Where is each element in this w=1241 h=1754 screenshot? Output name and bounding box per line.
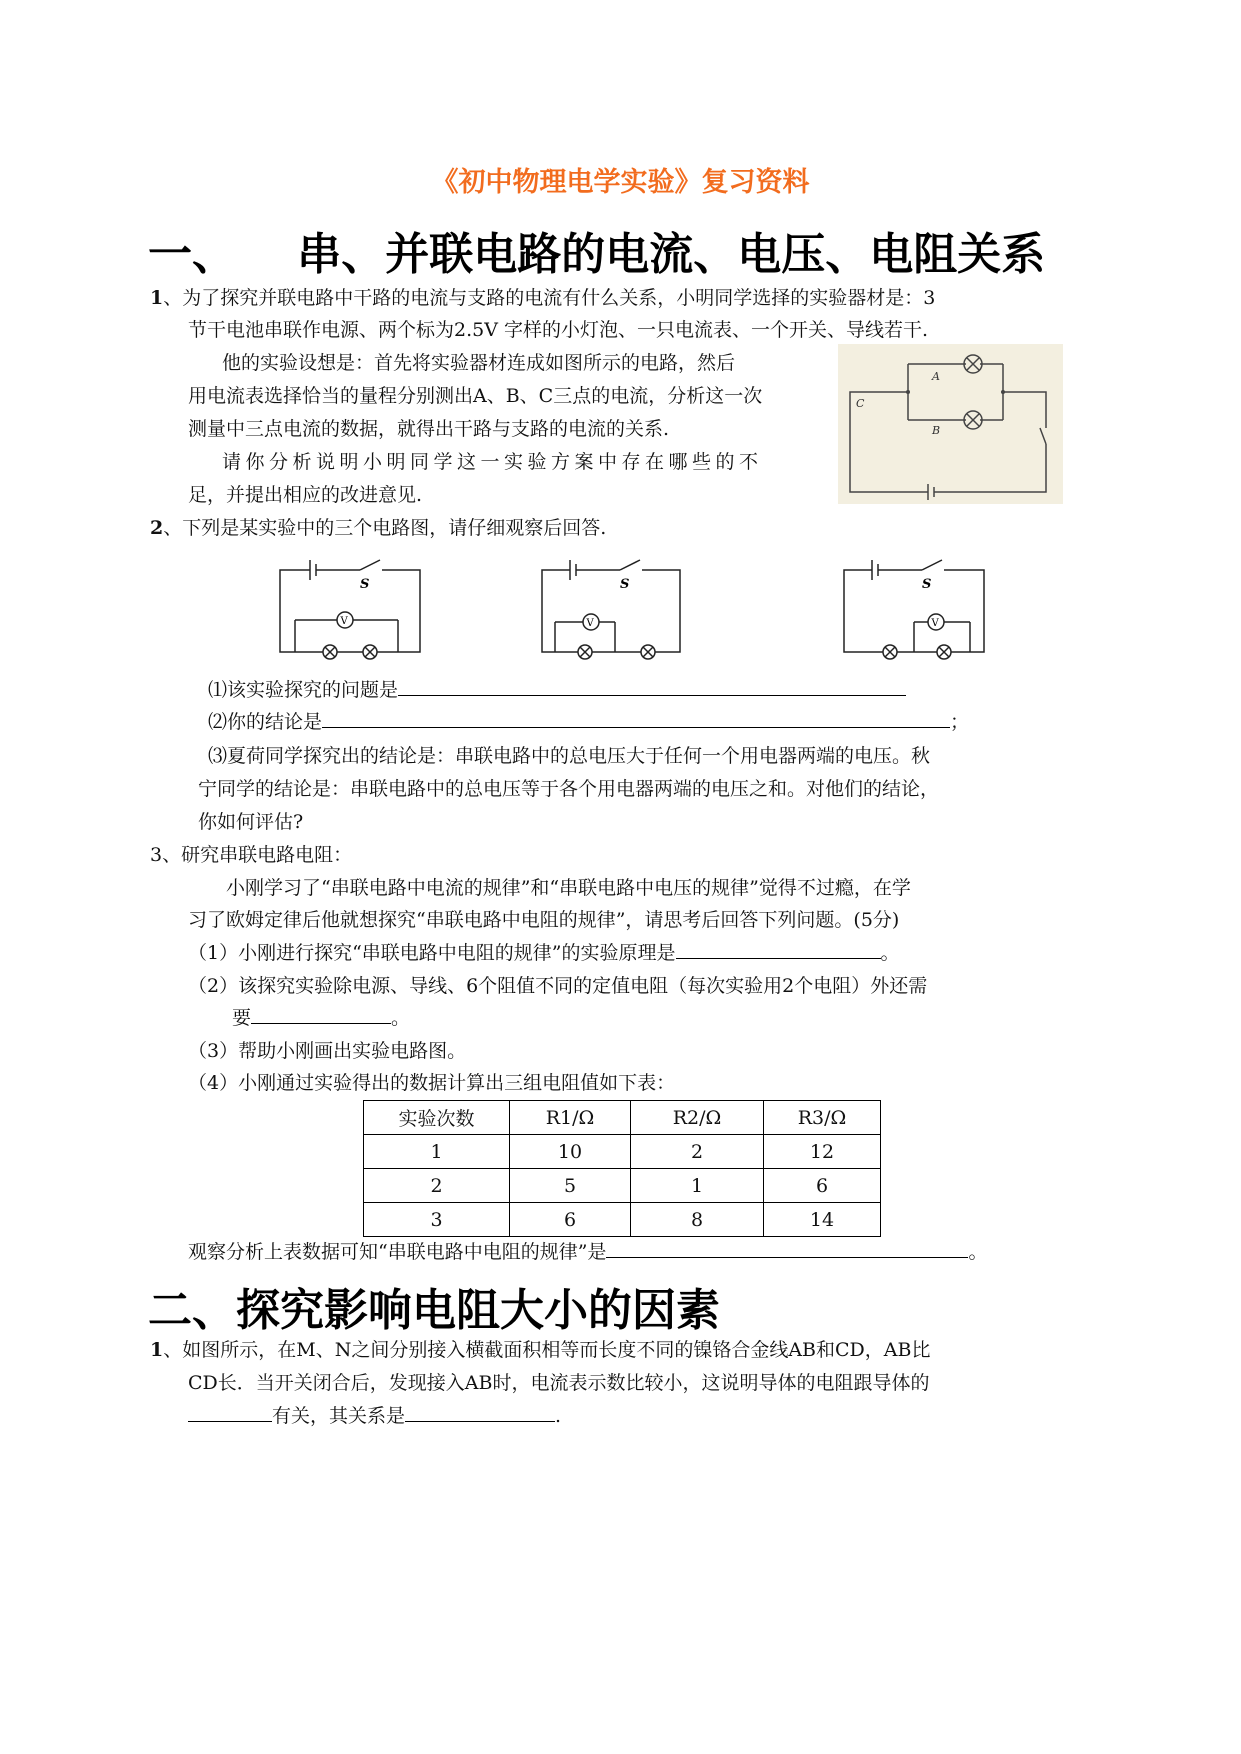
resistance-table <box>363 1100 881 1237</box>
s2-q1-number: 1 <box>150 1339 164 1361</box>
section1-heading: 一、 串、并联电路的电流、电压、电阻关系 <box>148 229 1046 280</box>
table-header-row <box>364 1101 881 1135</box>
document-title: 《初中物理电学实验》复习资料 <box>431 167 810 198</box>
table-cell: 1 <box>364 1135 510 1169</box>
table-cell: 2 <box>631 1135 764 1169</box>
table-header-cell: R1/Ω <box>510 1101 631 1135</box>
switch-label: S <box>360 577 370 592</box>
answer-blank[interactable] <box>398 675 906 696</box>
switch-label: S <box>620 577 630 592</box>
q1-text1: 、为了探究并联电路中干路的电流与支路的电流有什么关系，小明同学选择的实验器材是：3 <box>163 287 936 309</box>
q1-line4: 用电流表选择恰当的量程分别测出A、B、C三点的电流，分析这一次 <box>188 385 763 407</box>
table-header-cell: 实验次数 <box>364 1101 510 1135</box>
voltmeter-label: V <box>931 618 939 629</box>
q3-sub1-text: （1）小刚进行探究“串联电路中电阻的规律”的实验原理是 <box>188 942 676 964</box>
q2-sub2 <box>208 706 969 738</box>
table-cell: 5 <box>510 1169 631 1203</box>
table-cell: 3 <box>364 1203 510 1237</box>
answer-blank[interactable] <box>322 707 950 728</box>
table-header-cell: R3/Ω <box>764 1101 881 1135</box>
q1-number: 1 <box>150 287 164 309</box>
circuit-diagram-1 <box>270 552 430 660</box>
table-cell: 12 <box>764 1135 881 1169</box>
q3-sub2-text: 要 <box>232 1007 252 1029</box>
table-row <box>364 1169 881 1203</box>
circuit-diagram-3 <box>832 552 992 660</box>
q3-sub2-line1: （2）该探究实验除电源、导线、6个阻值不同的定值电阻（每次实验用2个电阻）外还需 <box>188 975 928 997</box>
label-b: B <box>932 424 941 437</box>
q2-line1 <box>150 512 606 544</box>
answer-blank[interactable] <box>606 1237 968 1258</box>
s2-q1-text1: 、如图所示，在M、N之间分别接入横截面积相等而长度不同的镍铬合金线AB和CD，AB比 <box>163 1339 931 1361</box>
answer-blank[interactable] <box>676 938 881 959</box>
q3-line2: 小刚学习了“串联电路中电流的规律”和“串联电路中电压的规律”觉得不过瘾，在学 <box>226 877 911 899</box>
q3-conclusion-text: 观察分析上表数据可知“串联电路中电阻的规律”是 <box>188 1241 607 1263</box>
table-row <box>364 1203 881 1237</box>
q1-circuit-figure <box>838 344 1063 504</box>
table-cell: 14 <box>764 1203 881 1237</box>
table-row <box>364 1135 881 1169</box>
q2-sub1-text: ⑴该实验探究的问题是 <box>208 679 399 701</box>
switch-label: S <box>922 577 932 592</box>
voltmeter-label: V <box>586 618 594 629</box>
table-cell: 2 <box>364 1169 510 1203</box>
answer-blank[interactable] <box>405 1401 555 1422</box>
q3-sub1-end: 。 <box>880 942 900 964</box>
s2-q1-line2: CD长．当开关闭合后，发现接入AB时，电流表示数比较小，这说明导体的电阻跟导体的 <box>188 1372 930 1394</box>
q2-sub1 <box>208 674 906 706</box>
parallel-circuit-diagram <box>838 344 1063 504</box>
section2-heading: 二、探究影响电阻大小的因素 <box>148 1285 720 1336</box>
table-cell: 8 <box>631 1203 764 1237</box>
table-cell: 6 <box>764 1169 881 1203</box>
answer-blank[interactable] <box>251 1003 391 1024</box>
q1-line6: 请你分析说明小明同学这一实验方案中存在哪些的不 <box>222 451 763 473</box>
q2-text1: 、下列是某实验中的三个电路图，请仔细观察后回答. <box>163 517 607 539</box>
q2-sub3-line1: ⑶夏荷同学探究出的结论是：串联电路中的总电压大于任何一个用电器两端的电压。秋 <box>208 745 931 767</box>
label-c: C <box>856 397 865 410</box>
answer-blank[interactable] <box>188 1401 272 1422</box>
table-header-cell: R2/Ω <box>631 1101 764 1135</box>
q3-line3: 习了欧姆定律后他就想探究“串联电路中电阻的规律”，请思考后回答下列问题。(5分) <box>188 909 900 931</box>
q3-sub1 <box>188 937 900 969</box>
q1-line1 <box>150 282 935 314</box>
q1-line3: 他的实验设想是：首先将实验器材连成如图所示的电路，然后 <box>222 352 736 374</box>
q2-sub3-line3: 你如何评估? <box>198 811 304 833</box>
q2-sub2-text: ⑵你的结论是 <box>208 711 323 733</box>
q3-line1: 3、研究串联电路电阻： <box>150 844 353 866</box>
q1-line2: 节干电池串联作电源、两个标为2.5V 字样的小灯泡、一只电流表、一个开关、导线若干. <box>188 319 929 341</box>
q3-conclusion <box>188 1236 987 1268</box>
s2-q1-mid: 有关，其关系是 <box>272 1405 406 1427</box>
q3-sub2-end: 。 <box>391 1007 411 1029</box>
q2-sub2-end: ； <box>950 711 970 733</box>
q3-conclusion-end: 。 <box>968 1241 988 1263</box>
q2-sub3-line2: 宁同学的结论是：串联电路中的总电压等于各个用电器两端的电压之和。对他们的结论， <box>198 778 940 800</box>
label-a: A <box>932 370 940 383</box>
q1-line5: 测量中三点电流的数据，就得出干路与支路的电流的关系. <box>188 418 670 440</box>
table-cell: 6 <box>510 1203 631 1237</box>
q3-sub2-line2 <box>232 1002 410 1034</box>
table-cell: 1 <box>631 1169 764 1203</box>
q1-line7: 足，并提出相应的改进意见. <box>188 484 423 506</box>
voltmeter-label: V <box>340 616 348 627</box>
q3-sub4: （4）小刚通过实验得出的数据计算出三组电阻值如下表： <box>188 1072 676 1094</box>
q2-number: 2 <box>150 517 164 539</box>
q3-sub3: （3）帮助小刚画出实验电路图。 <box>188 1040 467 1062</box>
s2-q1-line1 <box>150 1334 930 1366</box>
circuit-diagram-2 <box>530 552 690 660</box>
table-cell: 10 <box>510 1135 631 1169</box>
s2-q1-line3 <box>188 1400 561 1432</box>
s2-q1-end: . <box>555 1405 562 1427</box>
